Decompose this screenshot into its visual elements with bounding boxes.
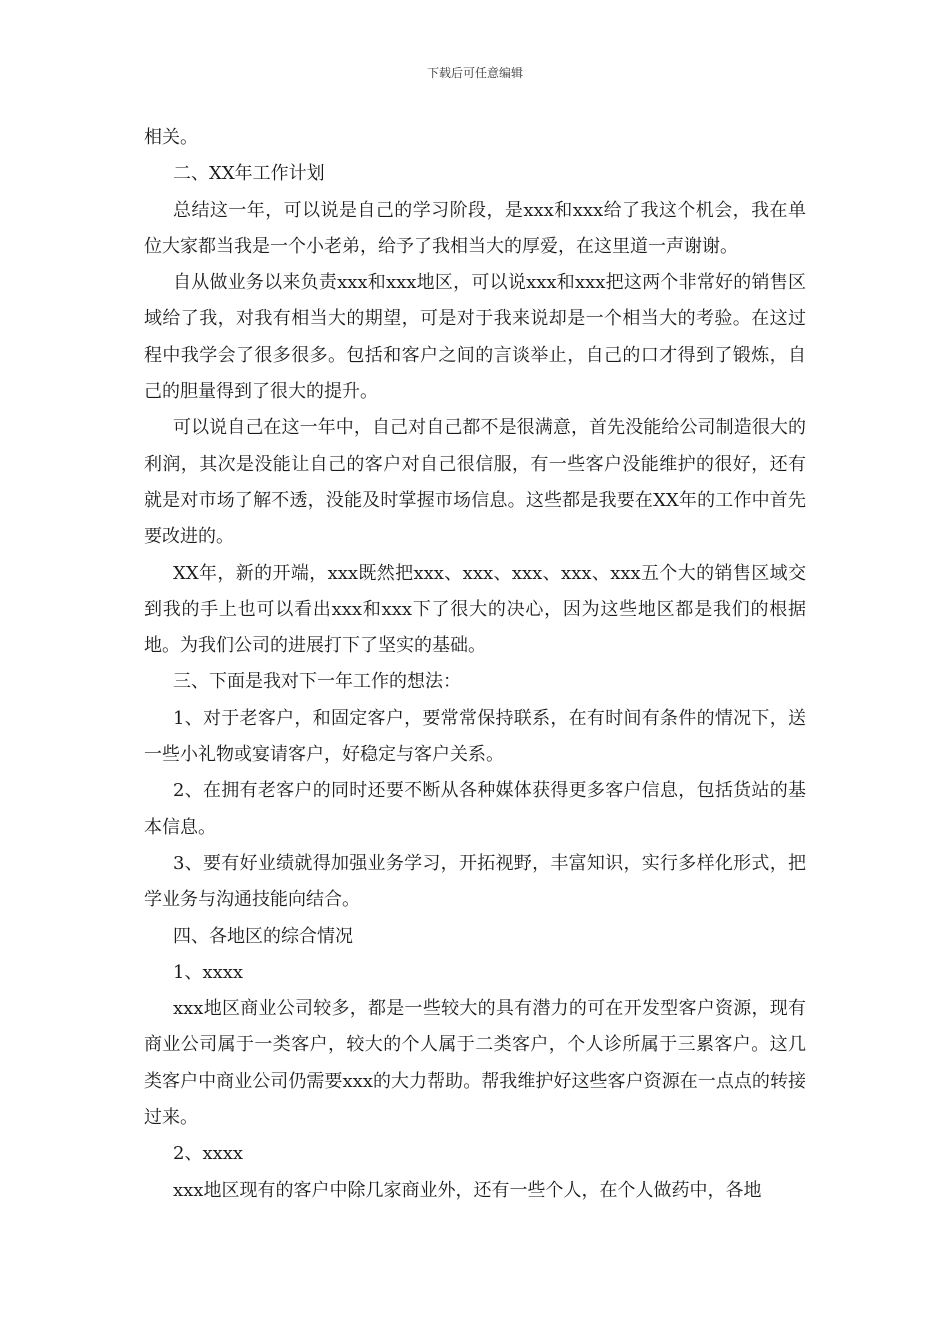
section-heading-next-year-ideas: 三、下面是我对下一年工作的想法： [173, 671, 461, 693]
paragraph-continuation: 相关。 [144, 127, 198, 148]
paragraph-region-1: xxx地区商业公司较多，都是一些较大的具有潜力的可在开发型客户资源，现有商业公司属于一类客户，较大的个人属于二类客户，个人诊所属于三累客户。这几类客户中商业公司仍需要xxx的大力帮助。帮我维护好这些客户资源在一点点的转接过来。 [144, 998, 806, 1129]
paragraph-new-beginning: XX年，新的开端，xxx既然把xxx、xxx、xxx、xxx、xxx五个大的销售区域交到我的手上也可以看出xxx和xxx下了很大的决心，因为这些地区都是我们的根据地。为我们公司的进展打下了坚实的基础。 [144, 562, 806, 657]
list-item-3-learning: 3、要有好业绩就得加强业务学习，开拓视野，丰富知识，实行多样化形式，把学业务与沟通技能向结合。 [144, 852, 806, 911]
paragraph-self-assessment: 可以说自己在这一年中，自己对自己都不是很满意，首先没能给公司制造很大的利润，其次是没能让自己的客户对自己很信服，有一些客户没能维护的很好，还有就是对市场了解不透，没能及时掌握市场信息。这些都是我要在XX年的工作中首先要改进的。 [144, 417, 806, 548]
region-heading-2: 2、xxxx [173, 1143, 244, 1165]
paragraph-business-experience: 自从做业务以来负责xxx和xxx地区，可以说xxx和xxx把这两个非常好的销售区域给了我，对我有相当大的期望，可是对于我来说却是一个相当大的考验。在这过程中我学会了很多很多。包括和客户之间的言谈举止，自己的口才得到了锻炼，自己的胆量得到了很大的提升。 [144, 272, 806, 403]
page-header-note: 下载后可任意编辑 [426, 66, 523, 80]
section-heading-regions: 四、各地区的综合情况 [173, 925, 353, 947]
paragraph-region-2: xxx地区现有的客户中除几家商业外，还有一些个人，在个人做药中，各地 [173, 1179, 762, 1201]
section-heading-work-plan: 二、XX年工作计划 [173, 163, 325, 185]
document-body [144, 120, 806, 1209]
region-heading-1: 1、xxxx [173, 961, 244, 983]
paragraph-year-summary: 总结这一年，可以说是自己的学习阶段，是xxx和xxx给了我这个机会，我在单位大家都当我是一个小老弟，给予了我相当大的厚爱，在这里道一声谢谢。 [144, 199, 806, 257]
list-item-2-customer-info: 2、在拥有老客户的同时还要不断从各种媒体获得更多客户信息，包括货站的基本信息。 [144, 780, 806, 838]
list-item-1-old-customers: 1、对于老客户，和固定客户，要常常保持联系，在有时间有条件的情况下，送一些小礼物或宴请客户，好稳定与客户关系。 [144, 707, 806, 766]
